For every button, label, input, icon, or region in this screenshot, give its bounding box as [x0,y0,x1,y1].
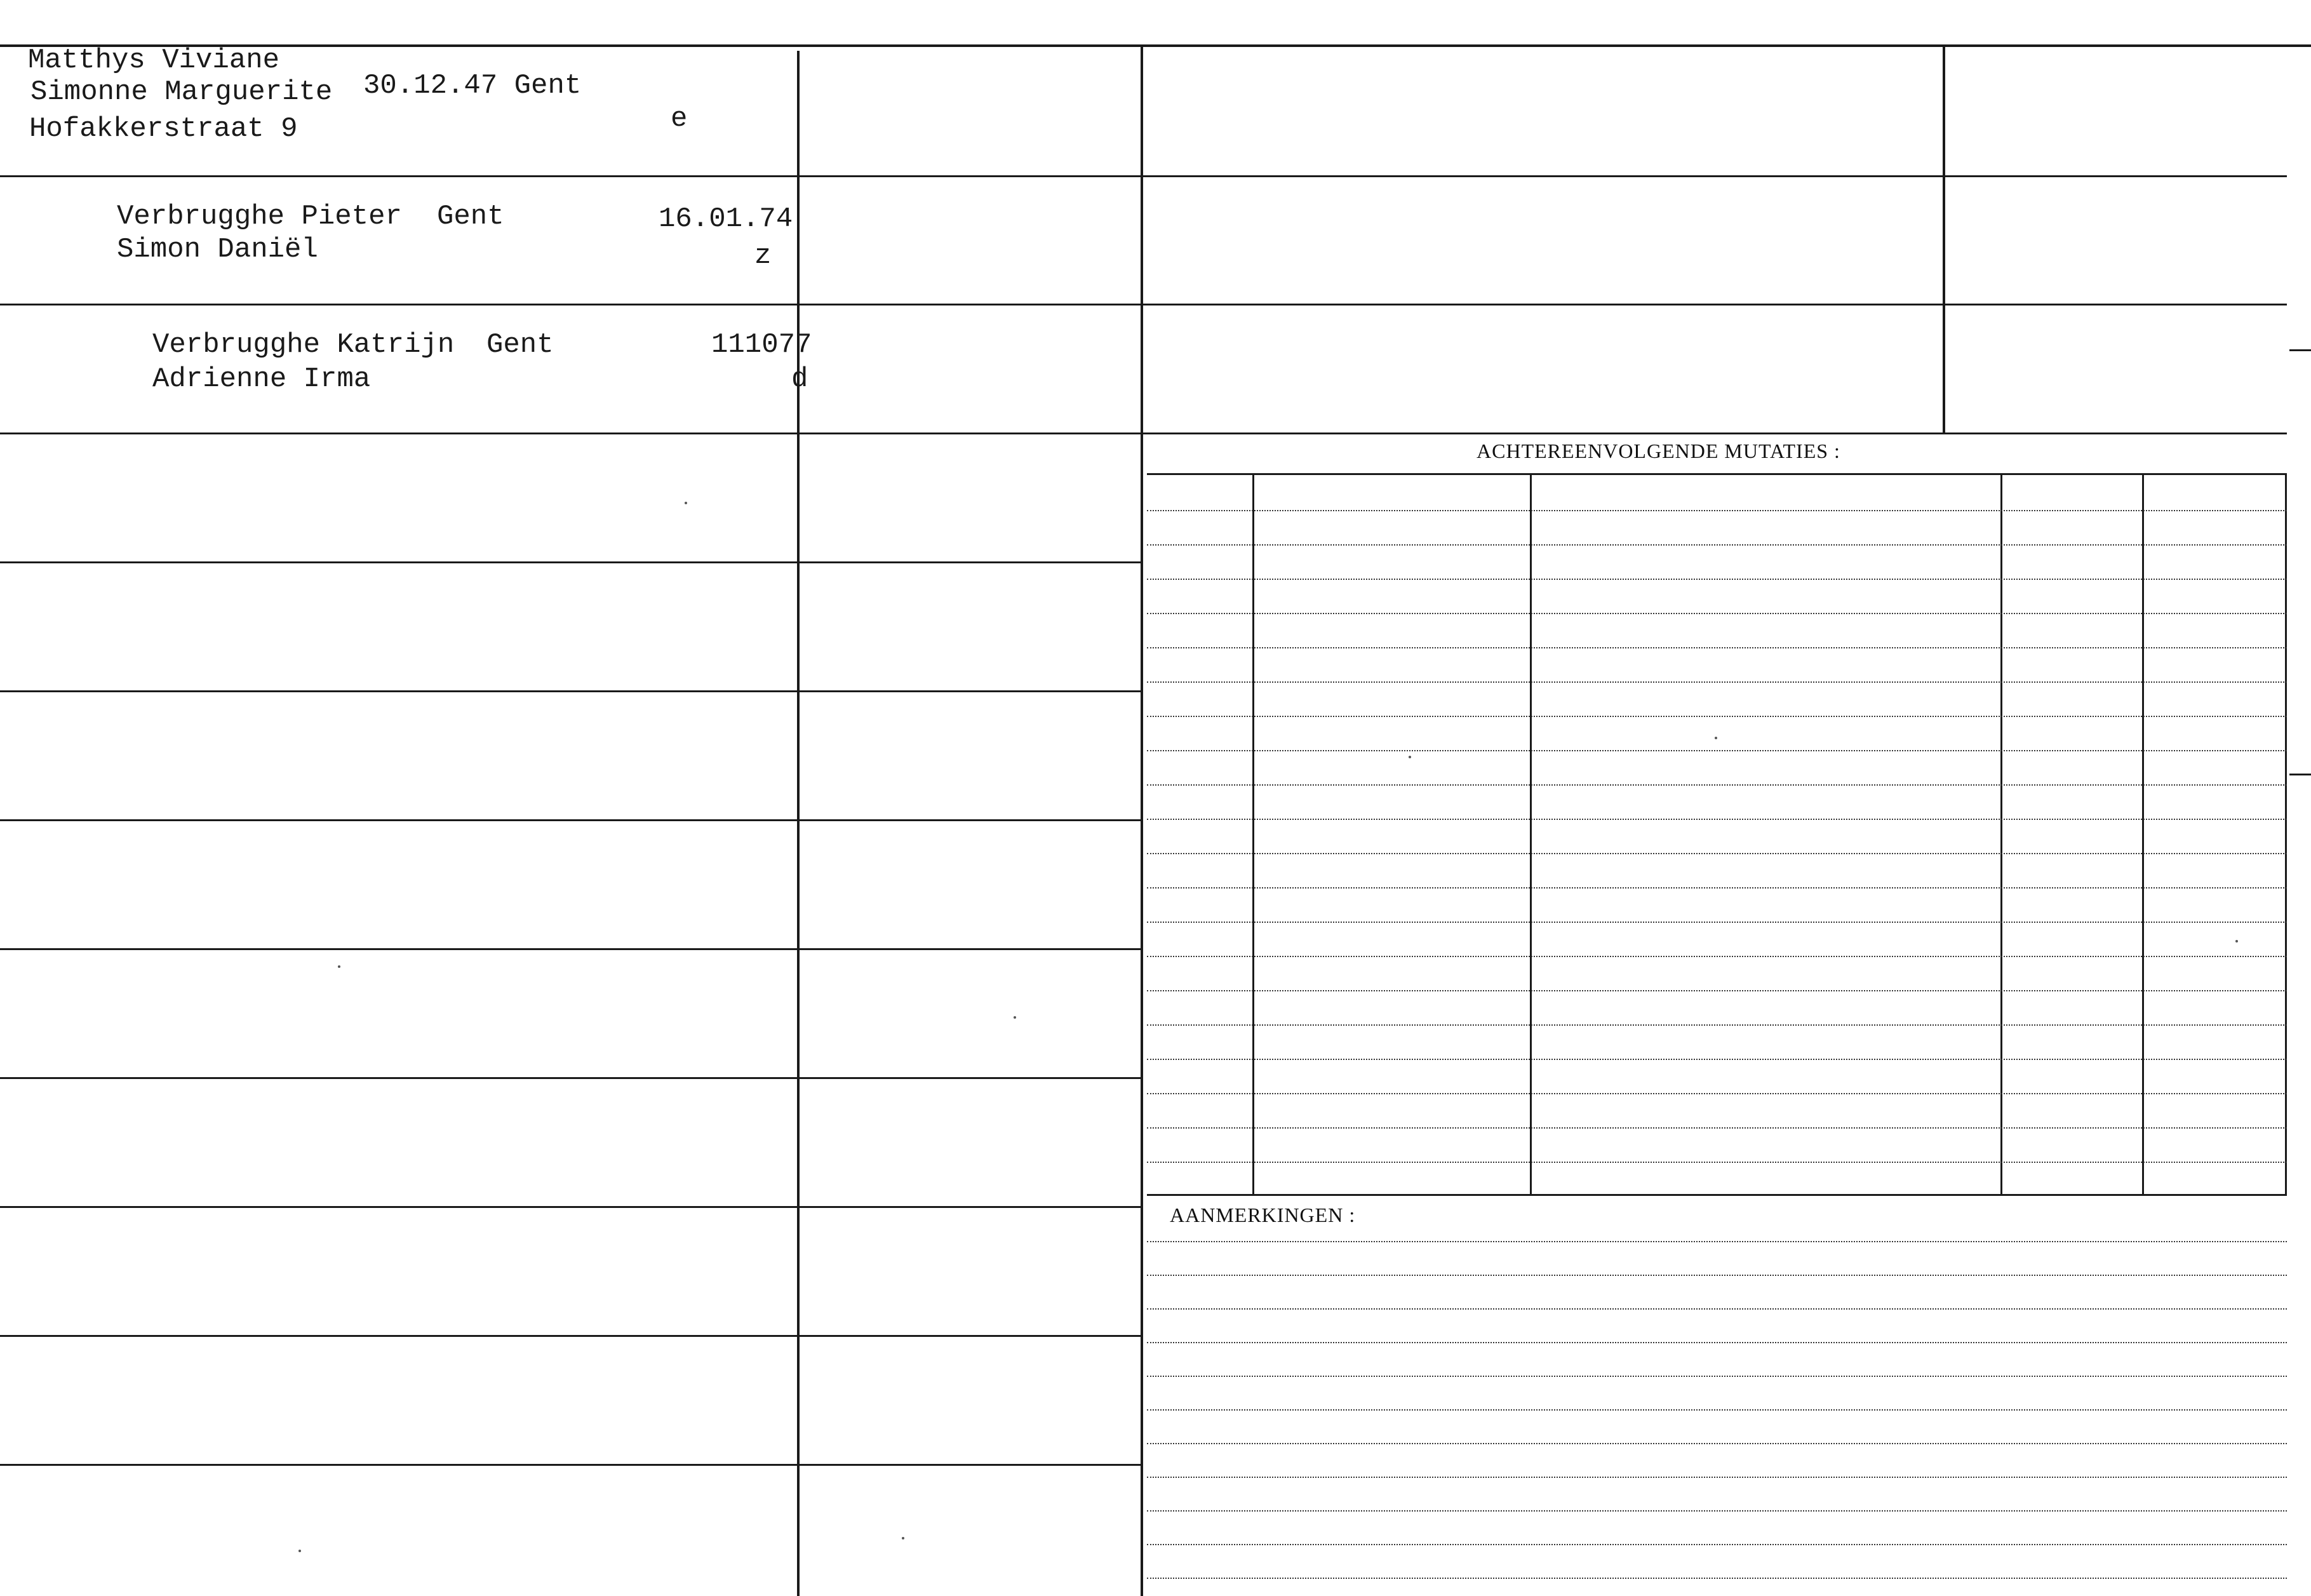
row-separator [0,948,1141,950]
entry-2-middle-names: Simon Daniël [117,234,318,265]
mutations-dotted-row [1147,510,2287,511]
edge-tick [2289,774,2311,775]
entry-3-code: d [791,363,808,395]
mutations-dotted-row [1147,887,2287,889]
row-separator [0,304,1141,305]
mutations-dotted-row [1147,544,2287,546]
scan-speck [1014,1016,1016,1019]
upper-right-separator [1143,304,2287,305]
entry-2-name: Verbrugghe Pieter [117,201,402,232]
upper-right-separator [1143,175,2287,177]
entry-3-place: Gent [486,329,554,361]
mutations-heading: ACHTEREENVOLGENDE MUTATIES : [1477,439,1840,462]
remarks-dotted-row [1147,1578,2287,1579]
entry-1-surname-firstname: Matthys Viviane [28,44,280,76]
mutations-dotted-row [1147,750,2287,751]
remarks-dotted-row [1147,1510,2287,1512]
mutations-dotted-row [1147,1162,2287,1163]
mutations-dotted-row [1147,956,2287,957]
entry-1-address: Hofakkerstraat 9 [29,113,298,145]
entry-1-middle-names: Simonne Marguerite [30,76,333,108]
mutations-dotted-row [1147,716,2287,717]
remarks-dotted-row [1147,1308,2287,1310]
mutations-dotted-row [1147,613,2287,614]
mutations-dotted-row [1147,1127,2287,1129]
scan-speck [1715,737,1717,739]
row-separator [0,1464,1141,1466]
remarks-dotted-row [1147,1443,2287,1444]
mutations-dotted-row [1147,1093,2287,1094]
scan-speck [338,965,340,968]
remarks-dotted-row [1147,1544,2287,1545]
mutations-dotted-row [1147,647,2287,648]
row-separator [0,175,1141,177]
row-separator [0,433,1141,434]
entry-1-birth-date-place: 30.12.47 Gent [363,70,582,102]
remarks-dotted-row [1147,1241,2287,1242]
row-separator [0,1206,1141,1208]
remarks-dotted-row [1147,1376,2287,1377]
scan-speck [902,1537,904,1539]
mutations-col-line [1530,475,1532,1194]
mutations-dotted-row [1147,990,2287,991]
row-separator [0,819,1141,821]
column-divider-3 [1943,47,1945,433]
row-separator [0,1335,1141,1337]
edge-tick [2289,349,2311,351]
entry-1-code: e [671,103,688,135]
row-separator [0,1077,1141,1079]
scan-speck [2235,940,2238,942]
mutations-dotted-row [1147,784,2287,786]
mutations-col-line [2142,475,2144,1194]
mutations-bottom-rule [1147,1194,2287,1196]
remarks-dotted-row [1147,1477,2287,1478]
mutations-col-line [1252,475,1254,1194]
remarks-dotted-row [1147,1342,2287,1343]
mutations-top-rule [1147,473,2287,475]
row-separator [0,561,1141,563]
mutations-col-line [2000,475,2002,1194]
mutations-dotted-row [1147,1024,2287,1026]
mutations-dotted-row [1147,819,2287,820]
mutations-col-line [2285,475,2287,1194]
mutations-dotted-row [1147,853,2287,854]
row-separator [0,690,1141,692]
entry-3-middle-names: Adrienne Irma [152,363,371,395]
mutations-dotted-row [1147,1059,2287,1060]
upper-right-separator [1143,433,2287,434]
entry-2-birth-date: 16.01.74 [659,203,793,235]
scan-speck [1409,756,1411,758]
entry-2-code: z [754,240,772,272]
entry-2-place: Gent [437,201,504,232]
mutations-dotted-row [1147,922,2287,923]
column-divider-2 [1141,47,1143,1596]
remarks-heading: AANMERKINGEN : [1170,1204,1356,1226]
entry-3-birth-date: 111077 [711,329,812,361]
mutations-dotted-row [1147,579,2287,580]
remarks-dotted-row [1147,1275,2287,1276]
mutations-dotted-row [1147,681,2287,683]
entry-3-name: Verbrugghe Katrijn [152,329,455,361]
remarks-dotted-row [1147,1409,2287,1411]
top-border [0,44,2311,47]
scan-speck [685,502,687,504]
column-divider-1 [797,51,800,1596]
scan-speck [298,1550,301,1552]
